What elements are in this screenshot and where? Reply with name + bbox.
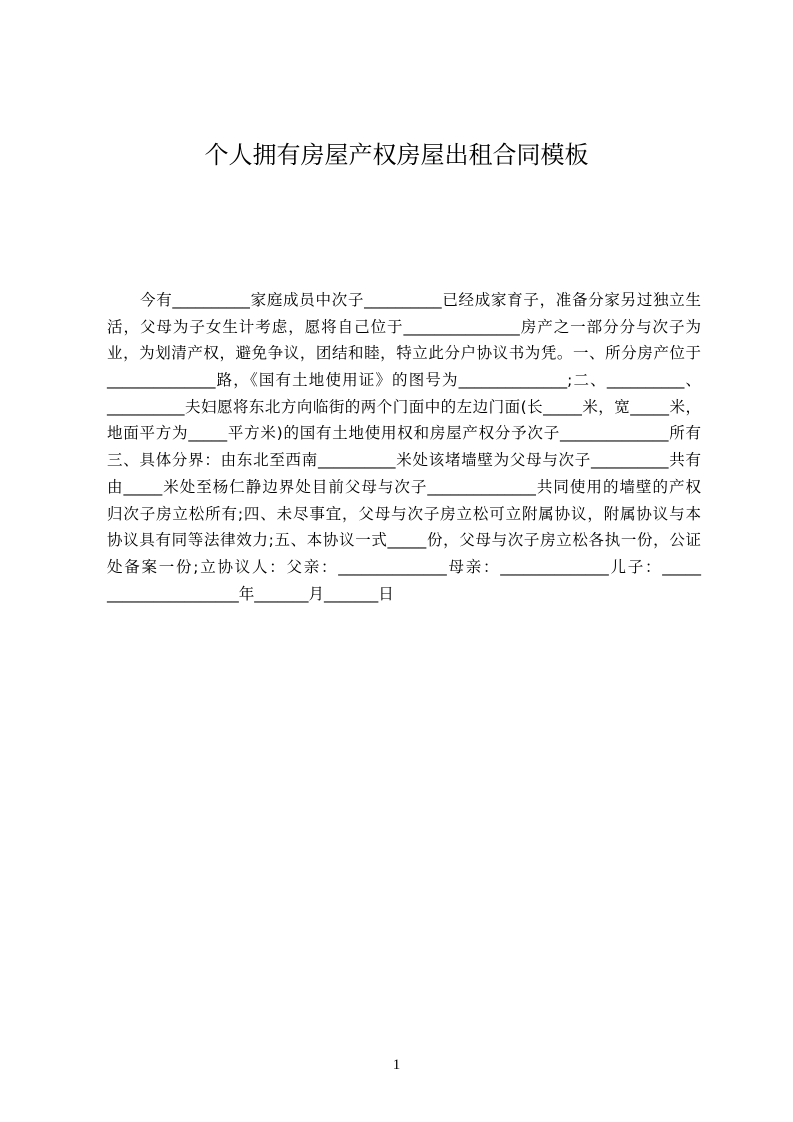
document-title: 个人拥有房屋产权房屋出租合同模板: [204, 141, 589, 169]
body-line-2: 活，父母为子女生计考虑，愿将自己位于_______________房产之一部分分与次子为: [107, 317, 701, 336]
body-line-7: 三、具体分界：由东北至西南__________米处该堵墙壁为父母与次子__________共有: [107, 451, 701, 470]
body-line-6: 地面平方为_____平方米)的国有土地使用权和房屋产权分予次子______________所有: [107, 424, 701, 443]
body-line-3: 业，为划清产权，避免争议，团结和睦，特立此分户协议书为凭。一、所分房产位于: [107, 344, 701, 363]
body-line-9: 归次子房立松所有;四、未尽事宜，父母与次子房立松可立附属协议，附属协议与本: [107, 504, 701, 523]
page-number: 1: [392, 1057, 401, 1073]
body-line-12-date: _________________年_______月_______日: [107, 584, 394, 603]
body-line-4: ______________路，《国有土地使用证》的图号为______________;二、__________、: [107, 371, 701, 390]
body-line-5: __________夫妇愿将东北方向临街的两个门面中的左边门面(长_____米，宽_____米，: [107, 397, 701, 416]
agreement-body: [107, 287, 701, 607]
body-line-8: 由_____米处至杨仁静边界处目前父母与次子______________共同使用的墙壁的产权: [107, 477, 701, 496]
body-line-11: 处备案一份;立协议人：父亲：______________母亲：______________儿子：_____: [107, 557, 701, 576]
body-line-1: 今有__________家庭成员中次子__________已经成家育子，准备分家另过独立生: [140, 291, 701, 309]
body-line-10: 协议具有同等法律效力;五、本协议一式_____份，父母与次子房立松各执一份，公证: [107, 531, 701, 550]
